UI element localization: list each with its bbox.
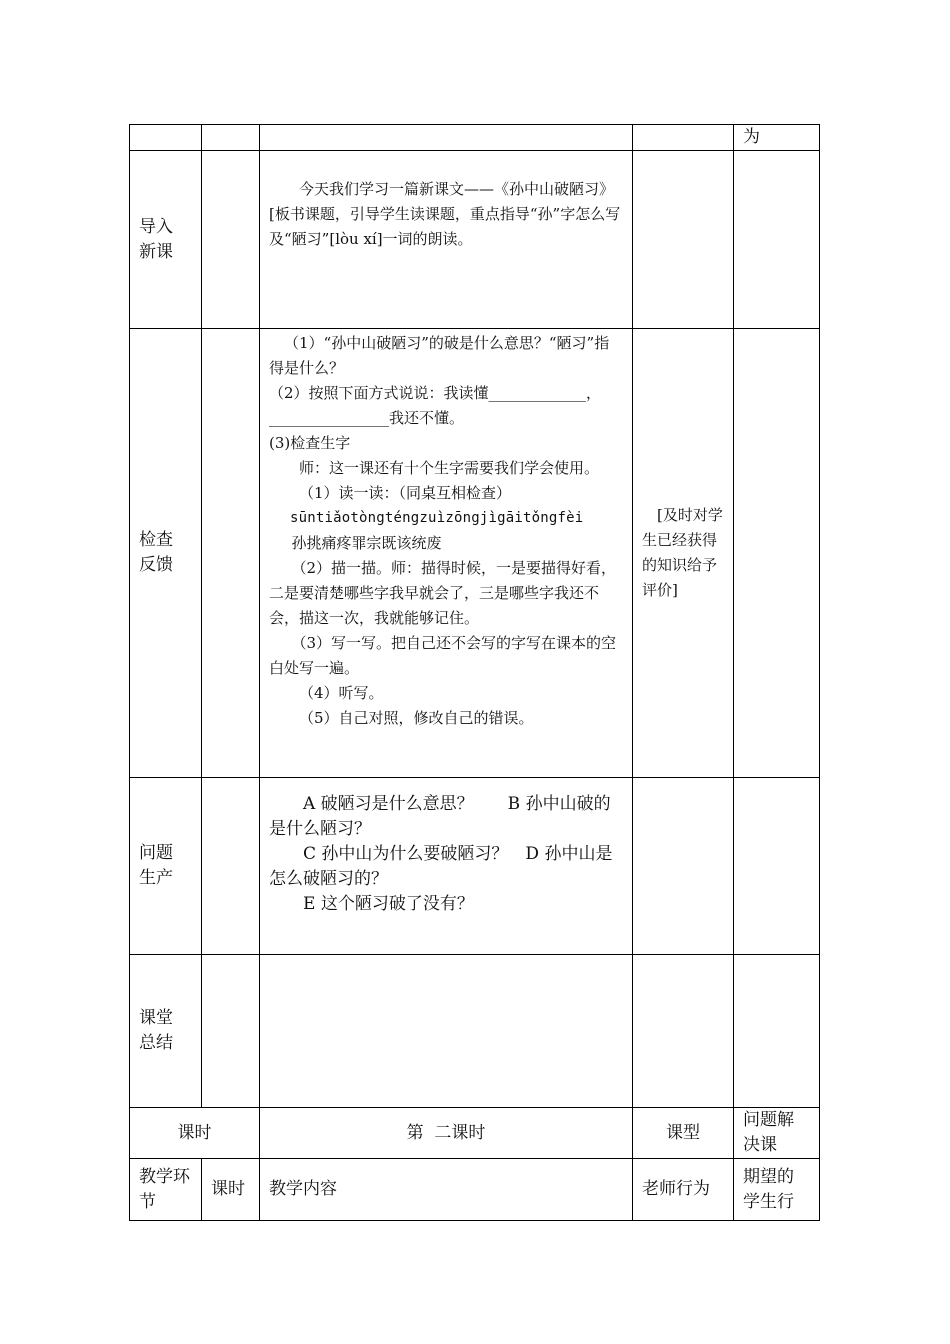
header-content: 教学内容 <box>260 1159 633 1221</box>
cell-empty <box>734 778 820 955</box>
question-content <box>260 778 633 955</box>
question-line: A 破陋习是什么意思？ B 孙中山破的是什么陋习？ <box>269 794 611 839</box>
check-line: （5）自己对照，修改自己的错误。 <box>299 709 534 727</box>
row-period <box>130 1108 820 1159</box>
check-line: （2）按照下面方式说说：我读懂_____________，________________我还不懂。 <box>269 384 602 427</box>
check-line: （2）描一描。师：描得时候，一是要描得好看，二是要清楚哪些字我早就会了，三是哪些字我还不会，描这一次，我就能够记住。 <box>269 559 617 627</box>
cell-empty <box>202 329 260 778</box>
stage-label-summary: 课堂 总结 <box>130 955 202 1108</box>
cell-empty <box>130 125 202 151</box>
cell-empty <box>202 151 260 329</box>
row-intro <box>130 151 820 329</box>
stage-label-intro: 导入 新课 <box>130 151 202 329</box>
cell-empty <box>633 125 734 151</box>
cell-empty <box>260 125 633 151</box>
check-content <box>260 329 633 778</box>
student-behavior-continuation: 为 <box>734 125 820 151</box>
cell-empty <box>633 778 734 955</box>
check-line: 孙挑痛疼罪宗既该统废 <box>291 534 442 552</box>
stage-label-question: 问题 生产 <box>130 778 202 955</box>
period-label: 课时 <box>130 1108 260 1159</box>
row-check <box>130 329 820 778</box>
header-student: 期望的学生行 <box>734 1159 820 1221</box>
intro-content: 今天我们学习一篇新课文——《孙中山破陋习》[板书课题，引导学生读课题，重点指导“孙”字怎么写及“陋习”[lòu xí]一词的朗读。 <box>260 151 633 329</box>
check-line: （3）写一写。把自己还不会写的字写在课本的空白处写一遍。 <box>269 634 617 677</box>
lesson-type-value: 问题解决课 <box>734 1108 820 1159</box>
cell-empty <box>633 955 734 1108</box>
lesson-type-label: 课型 <box>633 1108 734 1159</box>
check-line: 师：这一课还有十个生字需要我们学会使用。 <box>299 459 600 477</box>
check-line: （1）“孙中山破陋习”的破是什么意思？“陋习”指得是什么？ <box>269 334 610 377</box>
cell-empty <box>202 125 260 151</box>
row-question <box>130 778 820 955</box>
cell-empty <box>202 955 260 1108</box>
check-line: （1）读一读：（同桌互相检查） <box>299 484 512 502</box>
cell-empty <box>734 151 820 329</box>
row-header <box>130 1159 820 1221</box>
cell-empty <box>260 955 633 1108</box>
cell-empty <box>202 778 260 955</box>
question-line: C 孙中山为什么要破陋习？ D 孙中山是怎么破陋习的？ <box>269 844 613 889</box>
question-line: E 这个陋习破了没有？ <box>303 894 474 914</box>
pinyin-line: sūntiǎotòngténgzuìzōngjìgāitǒngfèi <box>290 510 584 526</box>
row-summary <box>130 955 820 1108</box>
row-continuation <box>130 125 820 151</box>
period-value: 第 二课时 <box>260 1108 633 1159</box>
header-teacher: 老师行为 <box>633 1159 734 1221</box>
header-stage: 教学环节 <box>130 1159 202 1221</box>
teacher-behavior-check: [及时对学生已经获得的知识给予评价] <box>633 329 734 778</box>
cell-empty <box>734 329 820 778</box>
cell-empty <box>734 955 820 1108</box>
stage-label-check: 检查 反馈 <box>130 329 202 778</box>
cell-empty <box>633 151 734 329</box>
header-period: 课时 <box>202 1159 260 1221</box>
check-line: （4）听写。 <box>299 684 384 702</box>
lesson-plan-table <box>129 124 820 1221</box>
check-line: (3)检查生字 <box>269 434 351 452</box>
